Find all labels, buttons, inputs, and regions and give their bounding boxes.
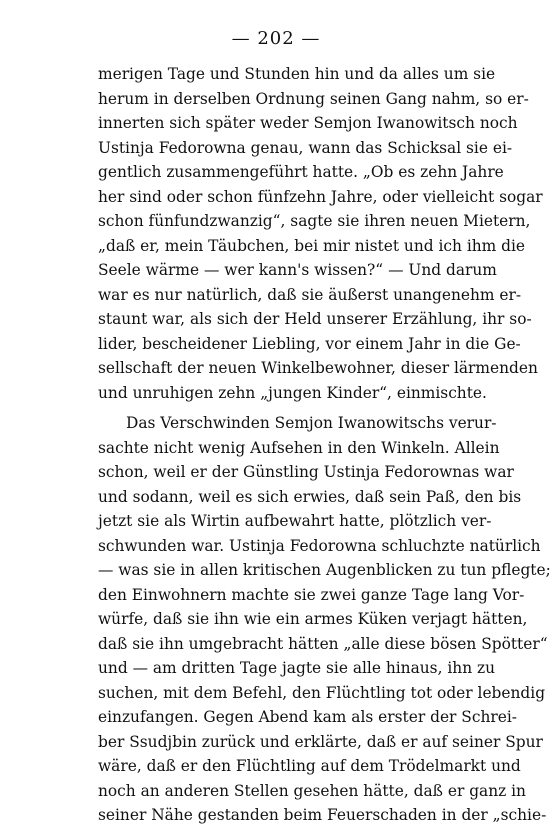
text-line: Seele wärme — wer kann's wissen?“ — Und darum bbox=[98, 261, 497, 279]
text-line: lider, bescheidener Liebling, vor einem Jahr in die Ge- bbox=[98, 334, 521, 353]
text-line: jetzt sie als Wirtin aufbewahrt hatte, plötzlich ver- bbox=[98, 512, 492, 530]
text-line: staunt war, als sich der Held unserer Erzählung, ihr so- bbox=[98, 310, 532, 328]
body-text bbox=[98, 62, 551, 828]
text-line: Das Verschwinden Semjon Iwanowitschs verur- bbox=[126, 414, 497, 432]
text-line: sellschaft der neuen Winkelbewohner, dieser lärmenden bbox=[98, 359, 538, 377]
text-line: würfe, daß sie ihn wie ein armes Küken verjagt hätten, bbox=[98, 610, 528, 628]
text-line: herum in derselben Ordnung seinen Gang nahm, so er- bbox=[98, 89, 529, 108]
text-line: daß sie ihn umgebracht hätten „alle diese bösen Spötter“ bbox=[98, 634, 548, 653]
text-line: gentlich zusammengeführt hatte. „Ob es zehn Jahre bbox=[98, 163, 504, 181]
text-line: suchen, mit dem Befehl, den Flüchtling tot oder lebendig bbox=[98, 683, 546, 702]
text-line: und — am dritten Tage jagte sie alle hinaus, ihn zu bbox=[98, 659, 496, 677]
text-line: und unruhigen zehn „jungen Kinder“, einmischte. bbox=[98, 383, 487, 402]
paragraph-1 bbox=[98, 62, 543, 405]
text-line: ber Ssudjbin zurück und erklärte, daß er auf seiner Spur bbox=[98, 732, 543, 751]
paragraph-2 bbox=[98, 411, 551, 828]
text-line: war es nur natürlich, daß sie äußerst unangenehm er- bbox=[98, 285, 522, 304]
text-line: — was sie in allen kritischen Augenblicken zu tun pflegte; bbox=[98, 561, 551, 579]
text-line: wäre, daß er den Flüchtling auf dem Trödelmarkt und bbox=[98, 757, 521, 775]
text-line: her sind oder schon fünfzehn Jahre, oder vielleicht sogar bbox=[98, 187, 543, 206]
text-line: schon, weil er der Günstling Ustinja Fedorownas war bbox=[98, 463, 514, 481]
text-line: innerten sich später weder Semjon Iwanowitsch noch bbox=[98, 114, 518, 132]
text-line: merigen Tage und Stunden hin und da alles um sie bbox=[98, 65, 496, 83]
text-line: noch an anderen Stellen gesehen hätte, daß er ganz in bbox=[98, 781, 526, 800]
text-line: seiner Nähe gestanden beim Feuerschaden in der „schie- bbox=[98, 806, 547, 824]
text-line: „daß er, mein Täubchen, bei mir nistet und ich ihm die bbox=[98, 236, 526, 255]
text-line: den Einwohnern machte sie zwei ganze Tage lang Vor- bbox=[98, 585, 525, 604]
page-number: — 202 — bbox=[231, 28, 321, 49]
text-line: einzufangen. Gegen Abend kam als erster der Schrei- bbox=[98, 708, 517, 726]
text-line: schwunden war. Ustinja Fedorowna schluchzte natürlich bbox=[98, 536, 541, 555]
text-line: schon fünfundzwanzig“, sagte sie ihren neuen Mietern, bbox=[98, 212, 531, 230]
text-line: Ustinja Fedorowna genau, wann das Schicksal sie ei- bbox=[98, 138, 513, 157]
text-line: sachte nicht wenig Aufsehen in den Winkeln. Allein bbox=[98, 438, 500, 457]
text-line: und sodann, weil es sich erwies, daß sein Paß, den bis bbox=[98, 487, 522, 506]
